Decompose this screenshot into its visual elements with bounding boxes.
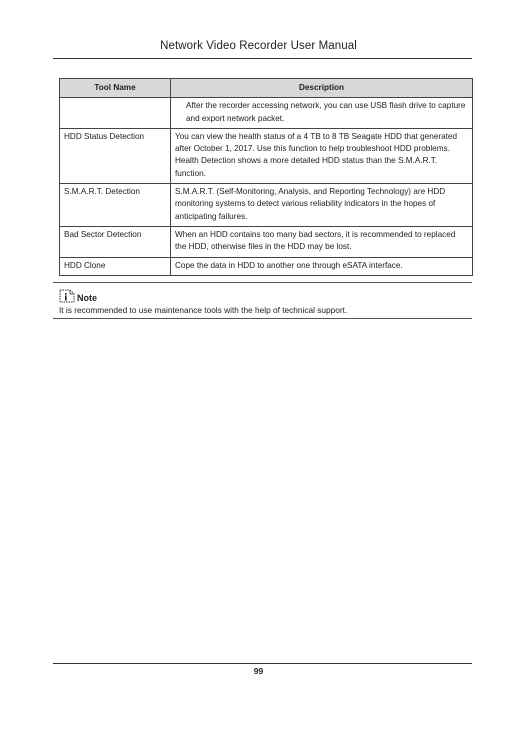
header-divider <box>53 58 472 59</box>
column-header-description: Description <box>171 79 473 98</box>
note-text: It is recommended to use maintenance tools with the help of technical support. <box>59 305 348 315</box>
tool-name-cell: Bad Sector Detection <box>60 226 171 257</box>
tool-name-cell: HDD Status Detection <box>60 128 171 183</box>
description-cell: After the recorder accessing network, you can use USB flash drive to capture and export network packet. <box>171 98 473 129</box>
description-cell: S.M.A.R.T. (Self-Monitoring, Analysis, and Reporting Technology) are HDD monitoring systems to detect various reliability indicators in the hopes of anticipating failures. <box>171 184 473 227</box>
tool-name-cell: HDD Clone <box>60 257 171 275</box>
description-cell: Cope the data in HDD to another one through eSATA interface. <box>171 257 473 275</box>
table-row <box>60 257 473 275</box>
note-top-divider <box>53 282 472 283</box>
footer-divider <box>53 663 472 664</box>
page-header-title: Network Video Recorder User Manual <box>160 40 357 52</box>
tool-name-cell: S.M.A.R.T. Detection <box>60 184 171 227</box>
description-cell: You can view the health status of a 4 TB to 8 TB Seagate HDD that generated after October 1, 2017. Use this function to help troubleshoot HDD problems. Health Detection shows a more detailed HDD status than the S.M.A.R.T. function. <box>171 128 473 183</box>
description-cell: When an HDD contains too many bad sectors, it is recommended to replaced the HDD, otherwise files in the HDD may be lost. <box>171 226 473 257</box>
table-header-row <box>60 79 473 98</box>
table-row <box>60 226 473 257</box>
note-label: Note <box>77 293 97 303</box>
maintenance-tools-table <box>59 78 473 276</box>
page-number: 99 <box>253 666 264 676</box>
note-bottom-divider <box>53 318 472 319</box>
table-row <box>60 128 473 183</box>
column-header-tool-name: Tool Name <box>60 79 171 98</box>
table-row <box>60 98 473 129</box>
tool-name-cell <box>60 98 171 129</box>
note-heading <box>59 285 97 303</box>
note-icon <box>59 289 75 303</box>
table-row <box>60 184 473 227</box>
